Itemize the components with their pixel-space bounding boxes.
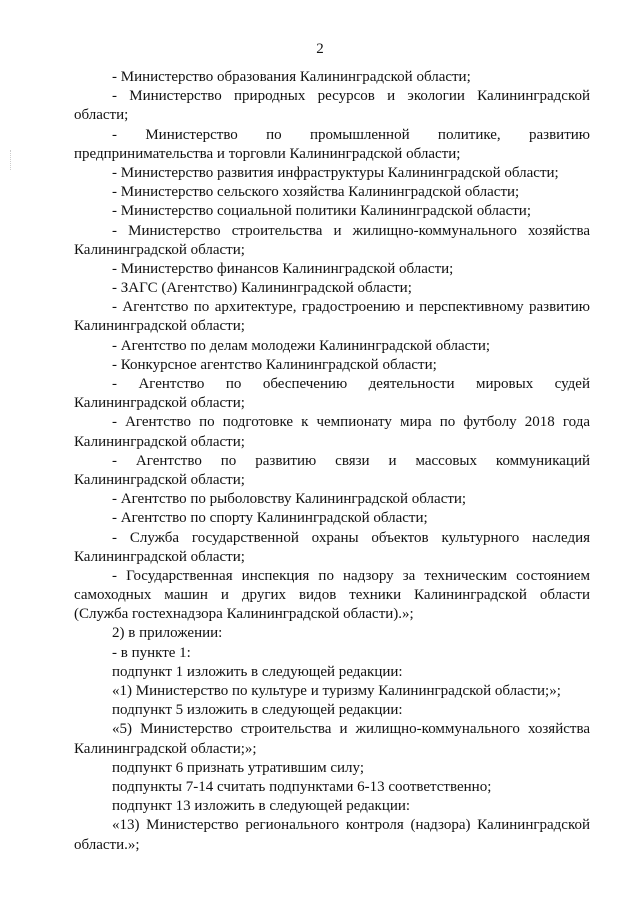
text-line: подпункт 6 признать утратившим силу; xyxy=(112,759,364,776)
text-line: области.»; xyxy=(74,836,140,853)
text-line: Калининградской области; xyxy=(74,548,245,565)
text-line: - в пункте 1: xyxy=(112,644,191,661)
text-line: Калининградской области; xyxy=(74,241,245,258)
text-line: «5) Министерство строительства и жилищно-коммунального хозяйства xyxy=(112,721,590,738)
text-line: Калининградской области; xyxy=(74,433,245,450)
text-line: области; xyxy=(74,107,129,124)
text-line: - Министерство природных ресурсов и экологии Калининградской xyxy=(112,88,590,105)
margin-mark xyxy=(10,150,15,170)
text-line: - Агентство по развитию связи и массовых коммуникаций xyxy=(112,452,590,469)
text-line: подпункт 5 изложить в следующей редакции: xyxy=(112,702,403,719)
page-number: 2 xyxy=(316,41,324,57)
text-line: Калининградской области; xyxy=(74,471,245,488)
text-line: - Министерство по промышленной политике, развитию xyxy=(112,126,590,143)
text-line: - Конкурсное агентство Калининградской области; xyxy=(112,356,437,373)
text-line: - Министерство социальной политики Калининградской области; xyxy=(112,203,532,220)
text-line: - Министерство сельского хозяйства Калининградской области; xyxy=(112,184,520,201)
text-line: - ЗАГС (Агентство) Калининградской области; xyxy=(112,280,412,297)
text-line: подпункты 7-14 считать подпунктами 6-13 соответственно; xyxy=(112,778,492,795)
text-line: (Служба гостехнадзора Калининградской области).»; xyxy=(74,606,414,623)
text-line: «13) Министерство регионального контроля (надзора) Калининградской xyxy=(112,817,590,834)
text-line: - Государственная инспекция по надзору за техническим состоянием xyxy=(112,567,590,584)
text-line: «1) Министерство по культуре и туризму Калининградской области;»; xyxy=(112,683,561,699)
text-line: - Агентство по делам молодежи Калининградской области; xyxy=(112,337,491,354)
text-line: - Министерство развития инфраструктуры Калининградской области; xyxy=(112,164,559,181)
document-body xyxy=(74,68,590,855)
text-line: - Агентство по рыболовству Калининградской области; xyxy=(112,491,467,508)
text-line: самоходных машин и других видов техники Калининградской области xyxy=(74,587,590,604)
text-line: Калининградской области;»; xyxy=(74,740,257,757)
text-line: - Агентство по спорту Калининградской области; xyxy=(112,510,428,527)
text-line: - Агентство по архитектуре, градостроению и перспективному развитию xyxy=(112,299,590,316)
text-line: 2) в приложении: xyxy=(112,625,223,642)
text-line: предпринимательства и торговли Калининградской области; xyxy=(74,145,461,162)
text-line: подпункт 13 изложить в следующей редакции: xyxy=(112,798,411,815)
text-line: Калининградской области; xyxy=(74,318,245,335)
text-line: - Агентство по подготовке к чемпионату мира по футболу 2018 года xyxy=(112,414,590,431)
text-line: - Министерство строительства и жилищно-коммунального хозяйства xyxy=(112,222,590,239)
text-line: - Министерство образования Калининградской области; xyxy=(112,69,471,85)
text-line: подпункт 1 изложить в следующей редакции: xyxy=(112,663,403,680)
text-line: - Министерство финансов Калининградской области; xyxy=(112,260,454,277)
text-line: Калининградской области; xyxy=(74,395,245,412)
text-line: - Служба государственной охраны объектов культурного наследия xyxy=(112,529,590,546)
text-line: - Агентство по обеспечению деятельности мировых судей xyxy=(112,376,590,392)
